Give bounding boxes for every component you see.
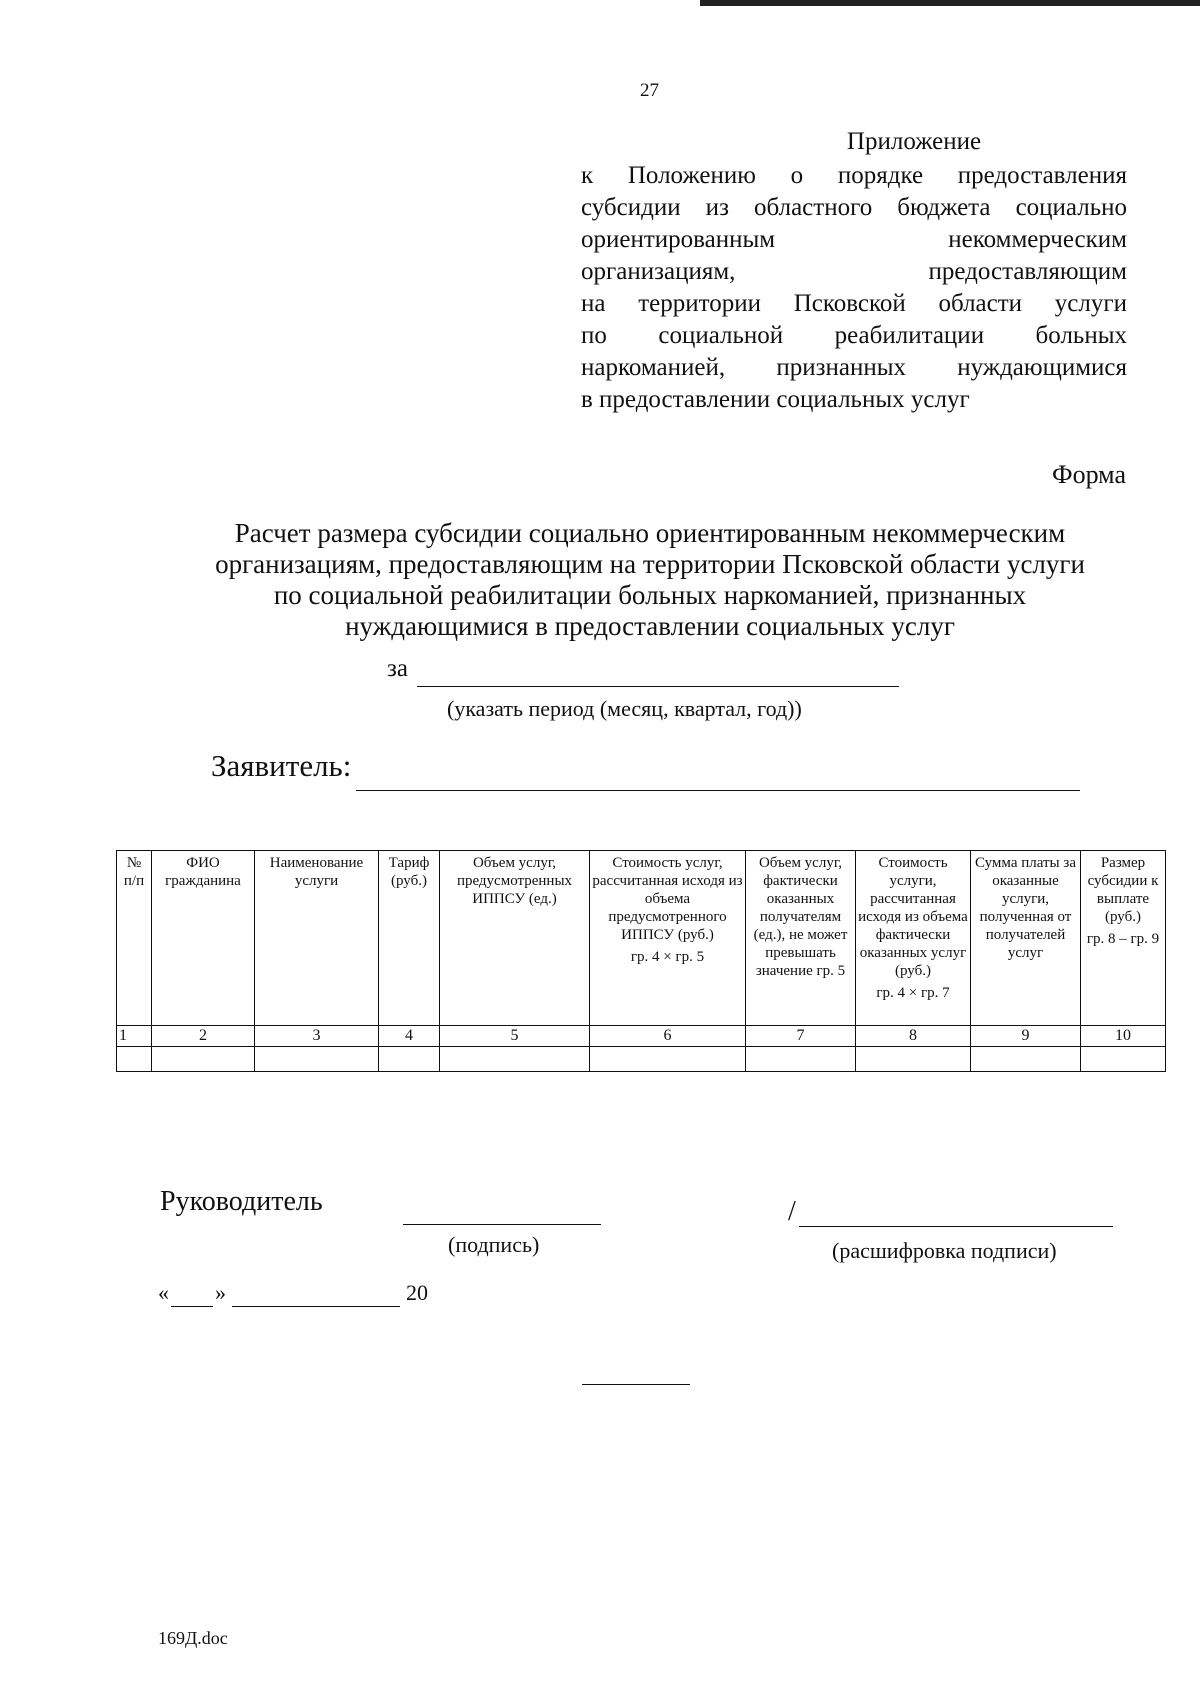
period-label: за — [387, 655, 408, 682]
period-hint: (указать период (месяц, квартал, год)) — [447, 696, 802, 721]
header-text: Объем услуг, предусмотренных ИППСУ (ед.) — [456, 855, 573, 907]
header-text: Тариф (руб.) — [388, 855, 430, 889]
data-cell[interactable] — [590, 1047, 746, 1072]
date-year-prefix: 20 — [406, 1280, 428, 1305]
header-text: Стоимость услуг, рассчитанная исходя из объема предусмотренного ИППСУ (руб.) — [592, 855, 743, 943]
signature-decode-hint: (расшифровка подписи) — [832, 1238, 1057, 1263]
data-cell[interactable] — [1081, 1047, 1166, 1072]
column-number: 6 — [590, 1026, 746, 1047]
header-text: Стоимость услуги, рассчитанная исходя из объема фактически оказанных услуг (руб.) — [858, 855, 968, 979]
header-cell — [590, 851, 746, 1026]
data-cell[interactable] — [255, 1047, 379, 1072]
date-row — [158, 1280, 428, 1307]
head-label: Руководитель — [160, 1186, 323, 1217]
header-cell — [152, 851, 255, 1026]
header-text: № п/п — [123, 855, 145, 889]
header-formula: гр. 8 – гр. 9 — [1086, 931, 1160, 947]
appendix-title: Приложение — [846, 128, 982, 155]
header-formula: гр. 4 × гр. 7 — [876, 985, 950, 1001]
appendix-line: в предоставлении социальных услуг — [581, 386, 970, 413]
date-close-quote: » — [215, 1280, 226, 1305]
header-cell — [856, 851, 971, 1026]
end-divider — [582, 1384, 690, 1385]
table-row — [117, 1047, 1166, 1072]
data-cell[interactable] — [971, 1047, 1081, 1072]
header-cell — [971, 851, 1081, 1026]
title-line: нуждающимися в предоставлении социальных услуг — [345, 611, 955, 641]
column-number: 1 — [117, 1026, 152, 1047]
table-header-row — [117, 851, 1166, 1026]
data-cell[interactable] — [117, 1047, 152, 1072]
period-input-line[interactable] — [417, 686, 899, 687]
appendix-line: к Положению о порядке предоставления — [581, 162, 1127, 189]
page-number: 27 — [640, 80, 659, 101]
appendix-line: субсидии из областного бюджета социально — [581, 194, 1127, 221]
date-month-line[interactable] — [232, 1280, 400, 1307]
header-cell — [440, 851, 590, 1026]
applicant-input-line[interactable] — [356, 790, 1080, 791]
title-line: Расчет размера субсидии социально ориентированным некоммерческим — [234, 518, 1066, 548]
signature-hint: (подпись) — [448, 1232, 540, 1257]
header-text: Размер субсидии к выплате (руб.) — [1087, 855, 1159, 925]
header-cell — [746, 851, 856, 1026]
header-cell — [1081, 851, 1166, 1026]
column-number: 7 — [746, 1026, 856, 1047]
date-open-quote: « — [158, 1280, 169, 1305]
header-text: Наименование услуги — [269, 855, 364, 889]
subsidy-table — [116, 850, 1166, 1072]
header-text: ФИО гражданина — [165, 855, 241, 889]
column-number: 3 — [255, 1026, 379, 1047]
form-label: Форма — [1052, 460, 1126, 489]
header-formula: гр. 4 × гр. 5 — [630, 949, 705, 965]
header-text: Объем услуг, фактически оказанных получателям (ед.), не может превышать значение гр. 5 — [753, 855, 848, 979]
column-number: 9 — [971, 1026, 1081, 1047]
header-text: Сумма платы за оказанные услуги, полученная от получателей услуг — [975, 855, 1076, 961]
column-number: 10 — [1081, 1026, 1166, 1047]
title-line: по социальной реабилитации больных наркоманией, признанных — [273, 580, 1027, 610]
data-cell[interactable] — [746, 1047, 856, 1072]
appendix-line: на территории Псковской области услуги — [581, 290, 1127, 317]
applicant-label: Заявитель: — [211, 748, 352, 783]
footer-filename: 169Д.doc — [158, 1628, 228, 1648]
header-cell — [255, 851, 379, 1026]
column-number: 5 — [440, 1026, 590, 1047]
column-number-row — [117, 1026, 1166, 1047]
appendix-line: ориентированным некоммерческим — [581, 226, 1127, 253]
column-number: 8 — [856, 1026, 971, 1047]
header-cell — [117, 851, 152, 1026]
data-cell[interactable] — [856, 1047, 971, 1072]
data-cell[interactable] — [379, 1047, 440, 1072]
top-border-line — [700, 0, 1200, 6]
document-title — [170, 518, 1130, 642]
signature-decode-line[interactable] — [799, 1226, 1113, 1227]
column-number: 2 — [152, 1026, 255, 1047]
signature-line[interactable] — [403, 1224, 601, 1225]
title-line: организациям, предоставляющим на территории Псковской области услуги — [215, 549, 1085, 579]
date-day-line[interactable] — [171, 1280, 213, 1307]
data-cell[interactable] — [440, 1047, 590, 1072]
signature-slash: / — [788, 1196, 796, 1227]
data-cell[interactable] — [152, 1047, 255, 1072]
appendix-line: организациям, предоставляющим — [581, 258, 1127, 285]
column-number: 4 — [379, 1026, 440, 1047]
appendix-line: наркоманией, признанных нуждающимися — [581, 354, 1127, 381]
header-cell — [379, 851, 440, 1026]
appendix-block — [581, 126, 1127, 416]
appendix-line: по социальной реабилитации больных — [581, 322, 1127, 349]
